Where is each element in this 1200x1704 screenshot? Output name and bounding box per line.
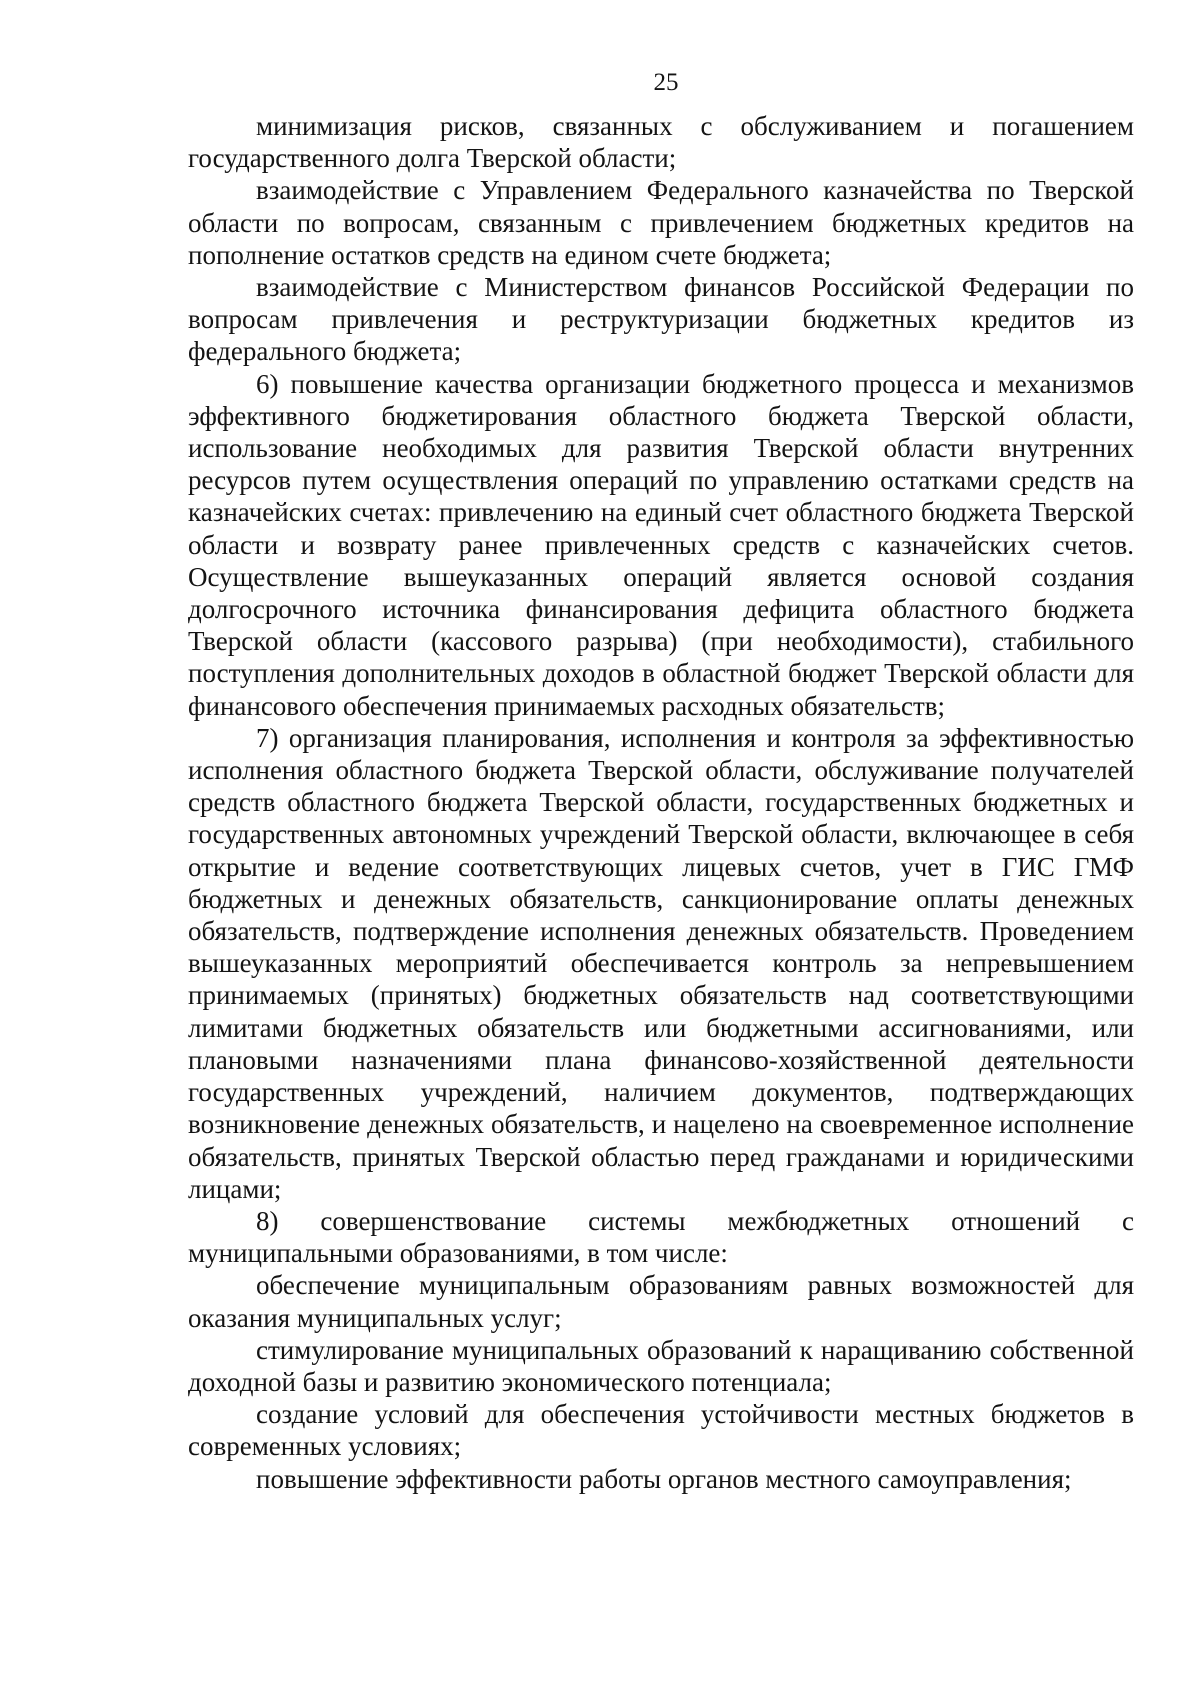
page-number: 25 [653, 69, 679, 96]
paragraph-equal-opportunities: обеспечение муниципальным образованиям равных возможностей для оказания муниципальных услуг; [188, 1270, 1134, 1333]
paragraph-debt-risk: минимизация рисков, связанных с обслуживанием и погашением государственного долга Тверской области; [188, 111, 1134, 174]
paragraph-ministry-interaction: взаимодействие с Министерством финансов Российской Федерации по вопросам привлечения и реструктуризации бюджетных кредитов из федерального бюджета; [188, 272, 1134, 367]
paragraph-stimulation: стимулирование муниципальных образований к наращиванию собственной доходной базы и развитию экономического потенциала; [188, 1334, 1134, 1397]
paragraph-treasury-interaction: взаимодействие с Управлением Федерального казначейства по Тверской области по вопросам, связанным с привлечением бюджетных кредитов на пополнение остатков средств на едином счете бюджета; [188, 175, 1134, 270]
paragraph-efficiency: повышение эффективности работы органов местного самоуправления; [256, 1463, 1072, 1494]
paragraph-item-8: 8) совершенствование системы межбюджетных отношений с муниципальными образованиями, в том числе: [188, 1205, 1134, 1269]
paragraph-item-7: 7) организация планирования, исполнения и контроля за эффективностью исполнения областного бюджета Тверской области, обслуживание получателей средств областного бюджета Тверской области, государственных бюджетных и государственных автономных учреждений Тверской области, включающее в себя открытие и ведение соответствующих лицевых счетов, учет в ГИС ГМФ бюджетных и денежных обязательств, санкционирование оплаты денежных обязательств, подтверждение исполнения денежных обязательств. Проведением вышеуказанных мероприятий обеспечивается контроль за непревышением принимаемых (принятых) бюджетных обязательств над соответствующими лимитами бюджетных обязательств или бюджетными ассигнованиями, или плановыми назначениями плана финансово-хозяйственной деятельности государственных учреждений, наличием документов, подтверждающих возникновение денежных обязательств, и нацелено на своевременное исполнение обязательств, принятых Тверской областью перед гражданами и юридическими лицами; [188, 722, 1134, 1204]
paragraph-item-6: 6) повышение качества организации бюджетного процесса и механизмов эффективного бюджетирования областного бюджета Тверской области, использование необходимых для развития Тверской области внутренних ресурсов путем осуществления операций по управлению остатками средств на казначейских счетах: привлечению на единый счет областного бюджета Тверской области и возврату ранее привлеченных средств с казначейских счетов. Осуществление вышеуказанных операций является основой создания долгосрочного источника финансирования дефицита областного бюджета Тверской области (кассового разрыва) (при необходимости), стабильного поступления дополнительных доходов в областной бюджет Тверской области для финансового обеспечения принимаемых расходных обязательств; [188, 368, 1134, 721]
paragraph-stability: создание условий для обеспечения устойчивости местных бюджетов в современных условиях; [188, 1399, 1134, 1462]
